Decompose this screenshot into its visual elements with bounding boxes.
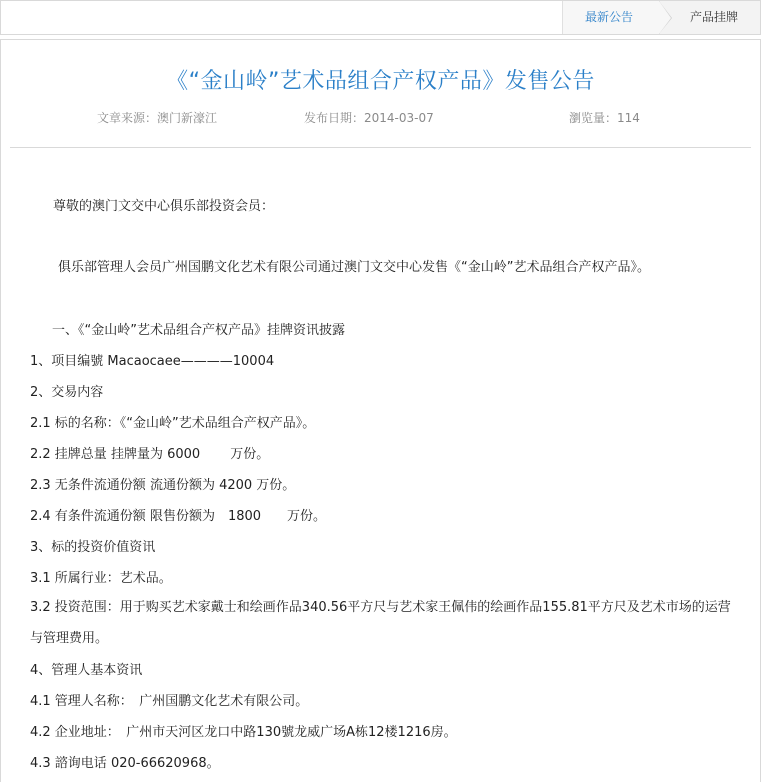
list-item: 4.2 企业地址： 广州市天河区龙口中路130號龙威广场A栋12楼1216房。 <box>30 725 457 740</box>
section-heading: 一、《“金山岭”艺术品组合产权产品》挂牌资讯披露 <box>52 323 345 338</box>
list-item: 4.3 諮询电话 020-66620968。 <box>30 756 220 771</box>
salutation: 尊敬的澳门文交中心俱乐部投资会员： <box>53 199 275 214</box>
page-title: 《“金山岭”艺术品组合产权产品》发售公告 <box>166 69 595 94</box>
article-date: 发布日期：2014-03-07 <box>304 111 434 125</box>
article-views: 瀏览量：114 <box>569 111 640 125</box>
list-item: 3.1 所属行业：艺术品。 <box>30 571 172 586</box>
article-source: 文章来源：澳门新濠江 <box>97 111 218 125</box>
breadcrumb <box>562 1 760 34</box>
breadcrumb-latest-announcements[interactable]: 最新公告 <box>562 1 659 34</box>
article-meta <box>1 109 760 127</box>
top-navigation-bar <box>0 0 761 35</box>
list-item: 1、项目编號 Macaocaee————10004 <box>30 354 275 369</box>
list-item: 3、标的投资价值资讯 <box>30 540 156 555</box>
intro-paragraph: 俱乐部管理人会员广州国鹏文化艺术有限公司通过澳门文交中心发售《“金山岭”艺术品组合产权产品》。 <box>58 260 650 275</box>
list-item: 2.2 挂牌总量 挂牌量为 6000 万份。 <box>30 447 270 462</box>
list-item: 4、管理人基本资讯 <box>30 663 143 678</box>
list-item: 2.3 无条件流通份额 流通份额为 4200 万份。 <box>30 478 296 493</box>
list-item: 4.1 管理人名称： 广州国鹏文化艺术有限公司。 <box>30 694 309 709</box>
list-item: 2.4 有条件流通份额 限售份额为 1800 万份。 <box>30 509 327 524</box>
list-item: 2.1 标的名称：《“金山岭”艺术品组合产权产品》。 <box>30 416 316 431</box>
list-item: 3.2 投资范围：用于购买艺术家戴士和绘画作品340.56平方尺与艺术家王佩伟的绘画作品155.81平方尺及艺术市场的运营与管理费用。 <box>30 600 731 646</box>
title-divider <box>10 147 751 148</box>
list-item: 2、交易内容 <box>30 385 104 400</box>
breadcrumb-product-listing[interactable]: 产品挂牌 <box>659 1 760 34</box>
